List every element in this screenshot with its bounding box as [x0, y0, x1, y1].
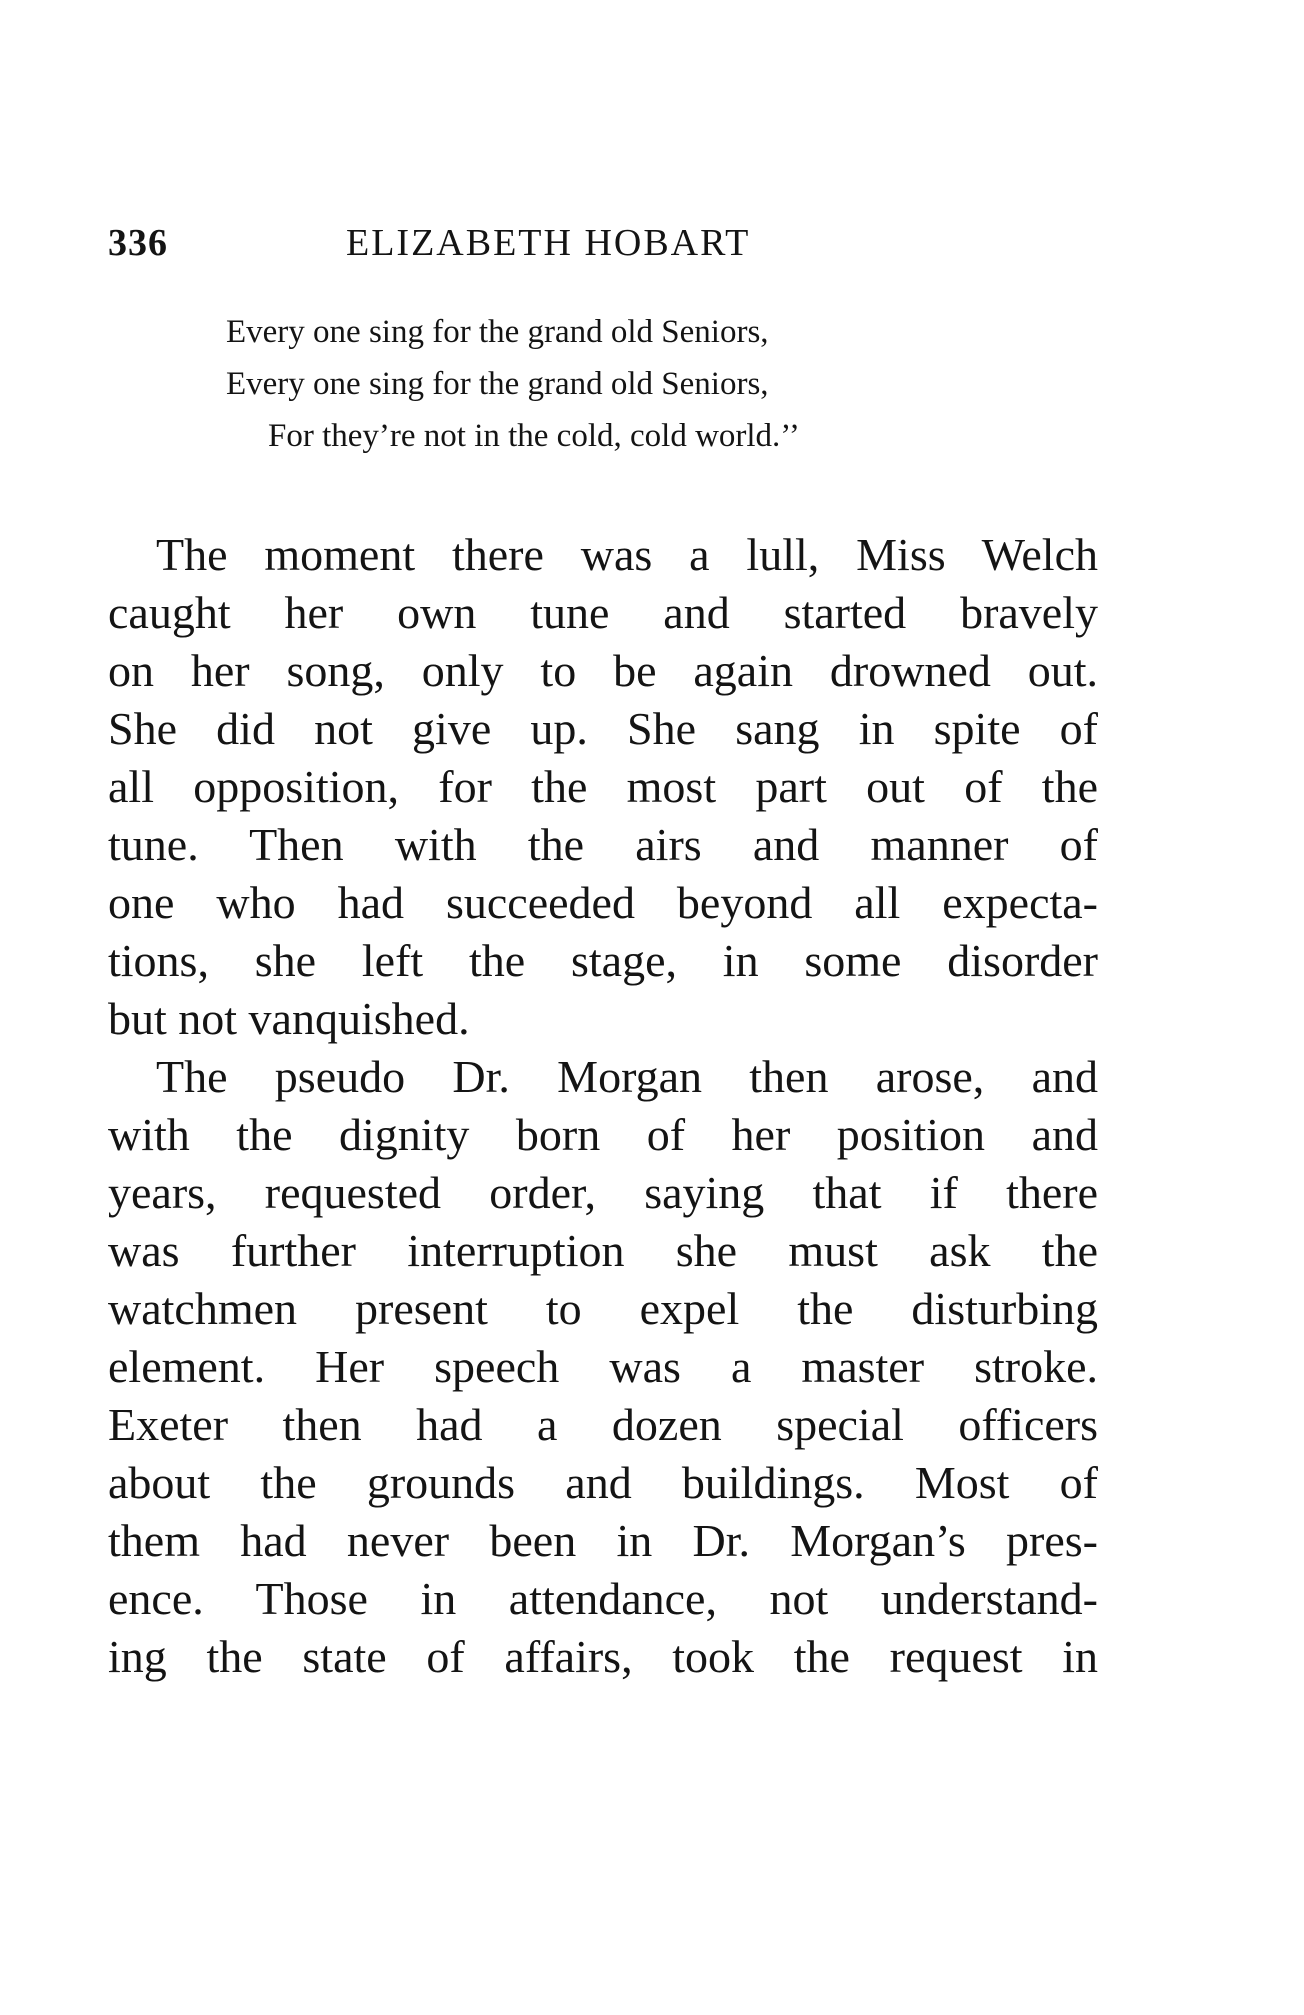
text-line: but not vanquished. — [108, 993, 470, 1044]
verse-line: Every one sing for the grand old Seniors, — [226, 366, 769, 402]
text-line: The moment there was a lull, Miss Welch — [156, 529, 1098, 580]
body-text — [108, 526, 1098, 1686]
text-line: tions, she left the stage, in some disorder — [108, 935, 1098, 986]
text-line: them had never been in Dr. Morgan’s pres- — [108, 1515, 1098, 1566]
text-line: about the grounds and buildings. Most of — [108, 1457, 1098, 1508]
text-line: She did not give up. She sang in spite of — [108, 703, 1098, 754]
verse-line: Every one sing for the grand old Seniors, — [226, 314, 769, 350]
verse-line: For they’re not in the cold, cold world.’’ — [268, 418, 800, 454]
song-verse — [0, 306, 1304, 462]
text-line: one who had succeeded beyond all expecta- — [108, 877, 1098, 928]
text-line: on her song, only to be again drowned out. — [108, 645, 1098, 696]
text-line: watchmen present to expel the disturbing — [108, 1283, 1098, 1334]
running-title: ELIZABETH HOBART — [346, 222, 751, 264]
text-line: with the dignity born of her position and — [108, 1109, 1098, 1160]
text-line: caught her own tune and started bravely — [108, 587, 1098, 638]
text-line: ence. Those in attendance, not understand- — [108, 1573, 1098, 1624]
text-line: was further interruption she must ask the — [108, 1225, 1098, 1276]
text-line: The pseudo Dr. Morgan then arose, and — [156, 1051, 1098, 1102]
text-line: years, requested order, saying that if there — [108, 1167, 1098, 1218]
page-number: 336 — [108, 222, 168, 264]
text-line: tune. Then with the airs and manner of — [108, 819, 1098, 870]
text-line: all opposition, for the most part out of the — [108, 761, 1098, 812]
text-line: element. Her speech was a master stroke. — [108, 1341, 1098, 1392]
text-line: ing the state of affairs, took the request in — [108, 1631, 1098, 1682]
text-line: Exeter then had a dozen special officers — [108, 1399, 1098, 1450]
page-header — [108, 218, 1088, 268]
paragraph-1 — [108, 526, 1098, 1048]
paragraph-2 — [108, 1048, 1098, 1686]
